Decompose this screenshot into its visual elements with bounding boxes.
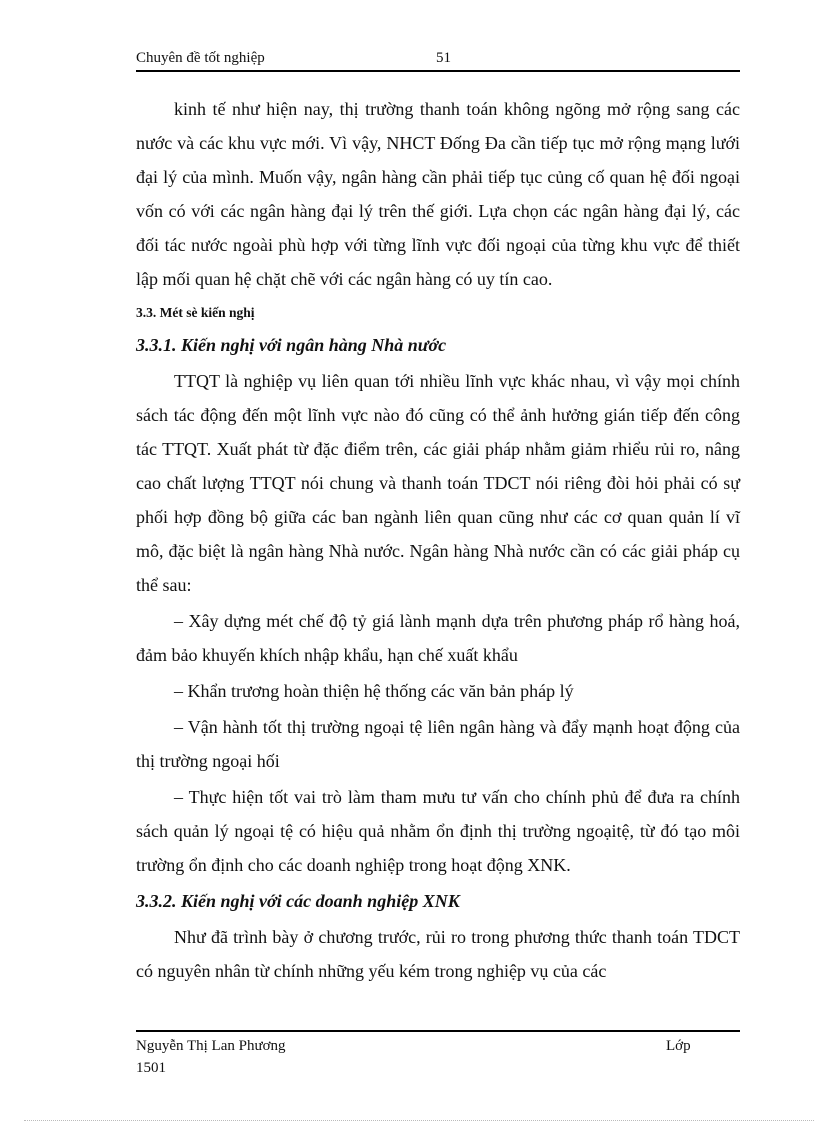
footer-author: Nguyễn Thị Lan Phương [136,1038,286,1054]
page-header [136,48,740,72]
bullet-item: – Vận hành tốt thị trường ngoại tệ liên ngân hàng và đẩy mạnh hoạt động của thị trường ngoại hối [136,717,740,771]
page-footer [136,1030,740,1076]
paragraph: TTQT là nghiệp vụ liên quan tới nhiều lĩnh vực khác nhau, vì vậy mọi chính sách tác động đến một lĩnh vực nào đó cũng có thể ảnh hưởng gián tiếp đến công tác TTQT. Xuất phát từ đặc điểm trên, các giải pháp nhằm giảm rhiểu rủi ro, nâng cao chất lượng TTQT nói chung và thanh toán TDCT nói riêng đòi hỏi phải có sự phối hợp đồng bộ giữa các ban ngành liên quan cũng như các cơ quan quản lí vĩ mô, đặc biệt là ngân hàng Nhà nước. Ngân hàng Nhà nước cần có các giải pháp cụ thể sau: [136,371,740,595]
bullet-item: – Thực hiện tốt vai trò làm tham mưu tư vấn cho chính phủ để đưa ra chính sách quản lý ngoại tệ có hiệu quả nhằm ổn định thị trường ngoạitệ, từ đó tạo môi trường ổn định cho các doanh nghiệp trong hoạt động XNK. [136,787,740,875]
footer-class-label: Lớp [666,1038,691,1054]
bullet-item: – Khẩn trương hoàn thiện hệ thống các văn bản pháp lý [174,681,574,701]
page-number: 51 [436,50,451,66]
subsection-heading-2: 3.3.2. Kiến nghị với các doanh nghiệp XNK [136,891,460,911]
section-heading: 3.3. Mét sè kiến nghị [136,305,255,320]
paragraph: Như đã trình bày ở chương trước, rủi ro trong phương thức thanh toán TDCT có nguyên nhân từ chính những yếu kém trong nghiệp vụ của các [136,927,740,981]
subsection-heading-1: 3.3.1. Kiến nghị với ngân hàng Nhà nước [136,335,447,355]
page-body [136,92,740,988]
bottom-dotted-border [24,1120,814,1121]
paragraph: kinh tế như hiện nay, thị trường thanh toán không ngõng mở rộng sang các nước và các khu vực mới. Vì vậy, NHCT Đống Đa cần tiếp tục mở rộng mạng lưới đại lý của mình. Muốn vậy, ngân hàng cần phải tiếp tục củng cố quan hệ đối ngoại vốn có với các ngân hàng đại lý trên thế giới. Lựa chọn các ngân hàng đại lý, các đối tác nước ngoài phù hợp với từng lĩnh vực đối ngoại của từng khu vực để thiết lập mối quan hệ chặt chẽ với các ngân hàng có uy tín cao. [136,99,740,289]
header-title: Chuyên đề tốt nghiệp [136,50,265,66]
bullet-item: – Xây dựng mét chế độ tỷ giá lành mạnh dựa trên phương pháp rổ hàng hoá, đảm bảo khuyến khích nhập khẩu, hạn chế xuất khẩu [136,611,740,665]
footer-class-number: 1501 [136,1060,166,1076]
